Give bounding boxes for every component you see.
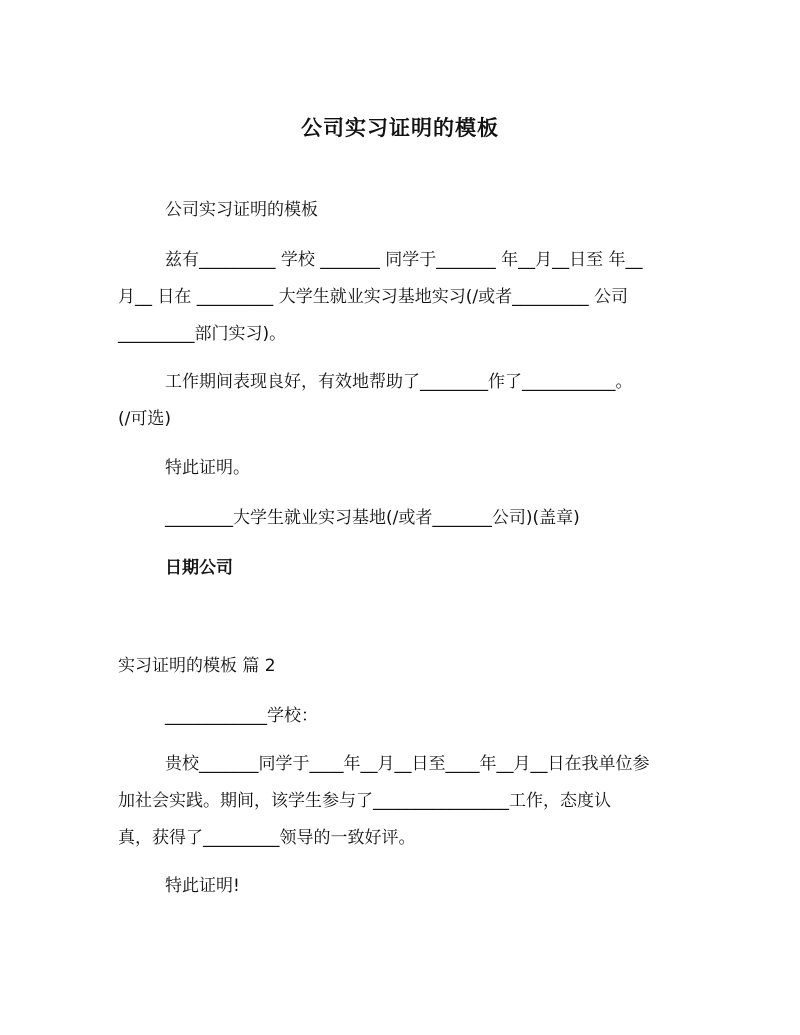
paragraph-line: (/可选) bbox=[118, 409, 171, 429]
document-title: 公司实习证明的模板 bbox=[301, 116, 499, 140]
signature-line: ________大学生就业实习基地(/或者_______公司)(盖章) bbox=[165, 508, 580, 528]
section2-paragraph-1 bbox=[118, 746, 688, 857]
paragraph-line: 真，获得了_________领导的一致好评。 bbox=[118, 828, 416, 848]
section1-subtitle: 公司实习证明的模板 bbox=[165, 200, 318, 220]
paragraph-line: 特此证明! bbox=[165, 876, 240, 896]
paragraph-line: 工作期间表现良好，有效地帮助了________作了___________。 bbox=[165, 372, 633, 392]
section1-paragraph-1 bbox=[118, 242, 688, 353]
paragraph-line: 月__ 日在 _________ 大学生就业实习基地实习(/或者_________ 公司 bbox=[118, 287, 628, 307]
section1-signature bbox=[118, 500, 688, 537]
paragraph-line: 特此证明。 bbox=[165, 458, 250, 478]
section2-addressee bbox=[118, 698, 688, 735]
section2-paragraph-2 bbox=[118, 868, 688, 905]
section1-paragraph-2 bbox=[118, 364, 688, 438]
paragraph-line: 兹有_________ 学校 _______ 同学于_______ 年__月__日至 年__ bbox=[165, 250, 643, 270]
paragraph-line: _________部门实习)。 bbox=[118, 324, 287, 344]
addressee-line: ____________学校： bbox=[165, 706, 318, 726]
date-line: 日期公司 bbox=[165, 558, 233, 578]
section1-subtitle-block bbox=[118, 192, 688, 229]
section1-date bbox=[118, 550, 688, 587]
section2-heading-block bbox=[118, 648, 688, 685]
section1-paragraph-3 bbox=[118, 450, 688, 487]
paragraph-line: 加社会实践。期间，该学生参与了________________工作，态度认 bbox=[118, 791, 611, 811]
section2-heading: 实习证明的模板 篇 2 bbox=[118, 656, 276, 676]
paragraph-line: 贵校_______同学于____年__月__日至____年__月__日在我单位参 bbox=[165, 754, 650, 774]
